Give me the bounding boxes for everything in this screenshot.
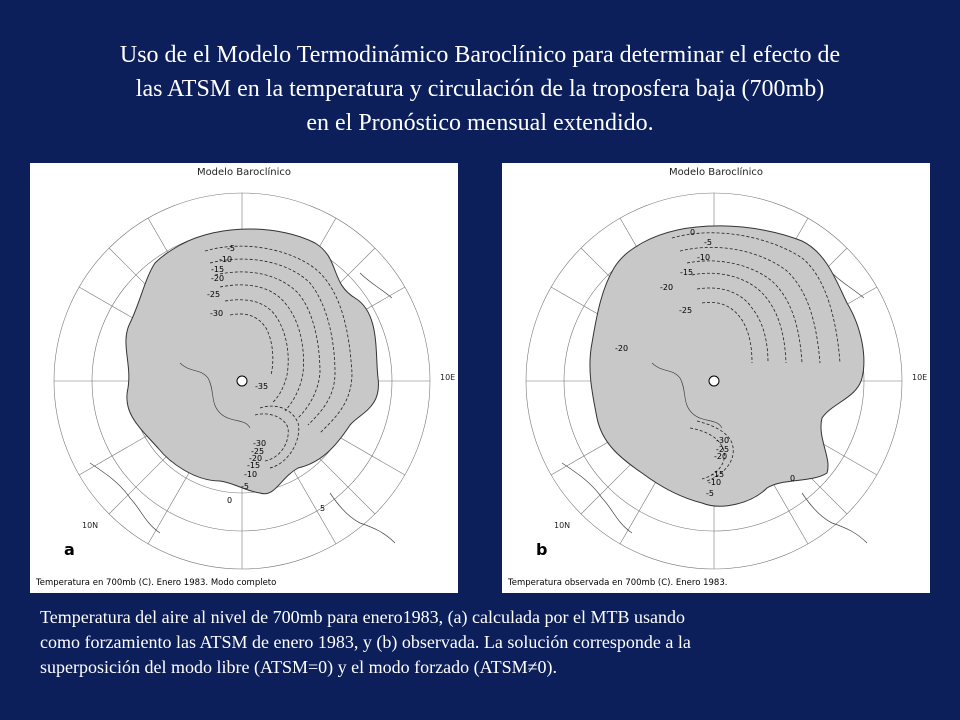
latitude-label-a: 10N — [82, 521, 99, 530]
map-caption-b: Temperatura observada en 700mb (C). Enero 1983. — [508, 578, 728, 588]
map-panel-b — [502, 163, 930, 593]
pole-marker-a — [237, 376, 247, 386]
contour-label: -15 — [711, 470, 725, 479]
contour-label: -10 — [697, 253, 711, 262]
pole-marker-b — [709, 376, 719, 386]
shaded-region-b — [590, 226, 864, 506]
title-line-2: las ATSM en la temperatura y circulación de la troposfera baja (700mb) — [135, 76, 825, 102]
contour-label: -10 — [708, 478, 722, 487]
longitude-label-b: 10E — [912, 373, 928, 382]
contour-label: -5 — [704, 238, 712, 247]
contour-label: -15 — [680, 268, 694, 277]
contour-label: -30 — [716, 436, 730, 445]
contour-label: -25 — [679, 306, 693, 315]
contour-label: -15 — [247, 461, 261, 470]
contour-label: -5 — [241, 482, 249, 491]
contour-label: -25 — [716, 445, 730, 454]
contour-label: -30 — [253, 439, 267, 448]
longitude-label-a: 10E — [440, 373, 456, 382]
contour-label: -25 — [251, 447, 265, 456]
contour-label: -15 — [211, 265, 225, 274]
contour-label: -20 — [615, 344, 629, 353]
map-header-b: Modelo Baroclínico — [668, 167, 764, 178]
contour-label: 5 — [320, 504, 326, 513]
contour-label: -10 — [219, 255, 233, 264]
caption-line-1: Temperatura del aire al nivel de 700mb para enero1983, (a) calculada por el MTB usando — [40, 607, 685, 627]
slide-caption — [40, 605, 920, 680]
caption-line-2: como forzamiento las ATSM de enero 1983, y (b) observada. La solución corresponde a la — [40, 632, 691, 652]
contour-label: -20 — [249, 454, 263, 463]
contour-label: -20 — [211, 274, 225, 283]
contour-label: -30 — [210, 309, 224, 318]
contour-label: 0 — [227, 496, 233, 505]
contour-label: 0 — [790, 474, 796, 483]
panel-letter-a: a — [64, 540, 75, 559]
panel-letter-b: b — [536, 540, 548, 559]
contour-label: -25 — [207, 290, 221, 299]
caption-line-3: superposición del modo libre (ATSM=0) y el modo forzado (ATSM≠0). — [40, 657, 557, 677]
contour-label: -5 — [227, 244, 235, 253]
contour-label: -10 — [244, 470, 258, 479]
contour-label: -35 — [255, 382, 269, 391]
contour-label: -20 — [714, 452, 728, 461]
map-header-a: Modelo Baroclínico — [196, 167, 292, 178]
contour-label: -5 — [706, 489, 714, 498]
slide-title — [20, 38, 940, 140]
map-caption-a: Temperatura en 700mb (C). Enero 1983. Modo completo — [36, 578, 277, 588]
title-line-3: en el Pronóstico mensual extendido. — [306, 110, 654, 136]
latitude-label-b: 10N — [554, 521, 571, 530]
title-line-1: Uso de el Modelo Termodinámico Baroclínico para determinar el efecto de — [119, 42, 841, 68]
contour-label: -20 — [660, 283, 674, 292]
map-panel-a — [30, 163, 458, 593]
contour-label: 0 — [690, 228, 696, 237]
